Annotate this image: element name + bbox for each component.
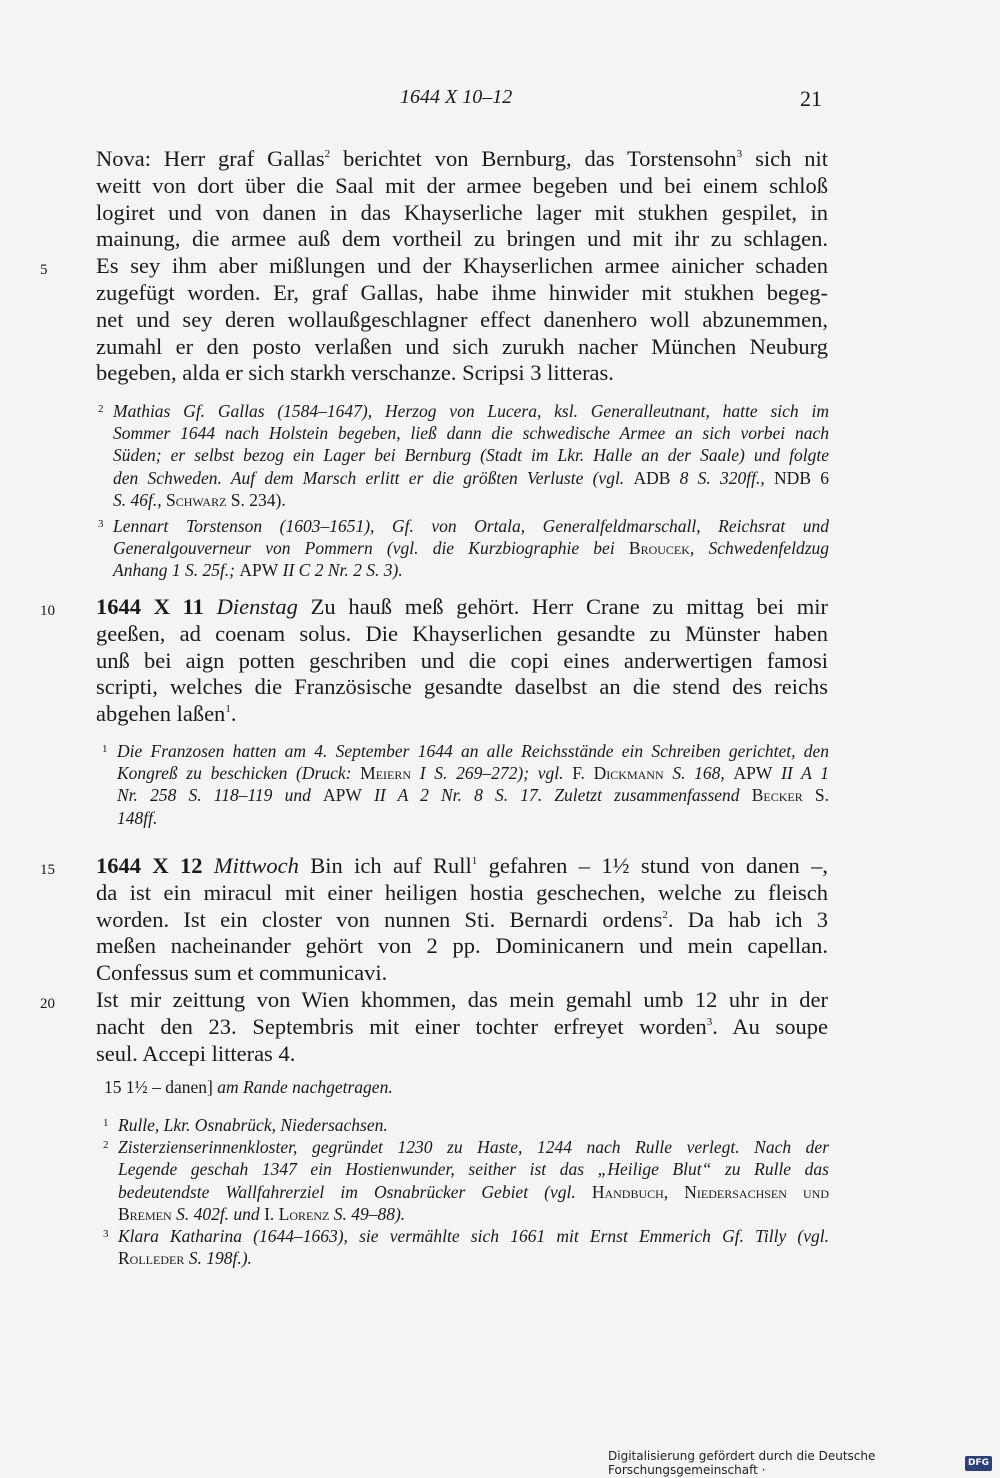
text-line: seul. Accepi litteras 4. [96,1040,296,1066]
footnote-line: 3 Lennart Torstenson (1603–1651), Gf. von Ortala, Generalfeldmarschall, Reichsrat und [98,516,829,537]
text-line: weitt von dort über die Saal mit der armee begeben und bei einem schloß [96,172,828,198]
text-line: nacht den 23. Septembris mit einer tochter erfreyet worden$^3$. Au soupe [96,1013,828,1039]
text-line: abgehen laßen$^1$. [96,701,237,727]
text-line: 15 1644 X 12 Mittwoch Bin ich auf Rull$^1$ gefahren – 1½ stund von danen –, [96,853,828,880]
footnotes-entry-1 [98,400,830,582]
text-line: zumahl er den posto verlaßen und sich zurukh nacher München Neuburg [96,333,828,359]
digitization-credit-text: Digitalisierung gefördert durch die Deutsche Forschungsgemeinschaft · [608,1449,876,1477]
footnote-line: Anhang 1 S. 25f.; APW II C 2 Nr. 2 S. 3). [113,560,403,581]
footnote-line: den Schweden. Auf dem Marsch erlitt er die größten Verluste (vgl. ADB 8 S. 320ff., NDB 6 [113,467,830,488]
footnote-line: 148ff. [117,807,158,828]
text-line: net und sey deren wollaußgeschlagner effect danenhero woll abzunemmen, [96,306,828,332]
text-line: Confessus sum et communicavi. [96,960,388,986]
text-critical-apparatus: 15 1½ – danen] am Rande nachgetragen. [104,1077,393,1097]
text-line: logiret und von danen in das Khayserliche lager mit stukhen gespilet, in [96,199,828,225]
text-line: worden. Ist ein closter von nunnen Sti. Bernardi ordens$^2$. Da hab ich 3 [96,906,828,932]
text-line: begeben, alda er sich starkh verschanze. Scripsi 3 litteras. [96,360,614,386]
text-line: zugefügt worden. Er, graf Gallas, habe ihme hinwider mit stukhen begeg- [96,279,828,305]
footnote-line: 1 Die Franzosen hatten am 4. September 1644 an alle Reichsstände ein Schreiben gerichtet, den [102,741,829,761]
footnote-line: 2 Mathias Gf. Gallas (1584–1647), Herzog von Lucera, ksl. Generalleutnant, hatte sich im [98,401,829,421]
footnote-line: Kongreß zu beschicken (Druck: Meiern I S. 269–272); vgl. F. Dickmann S. 168, APW II A 1 [117,763,829,784]
footnote-line: bedeutendste Wallfahrerziel im Osnabrücker Gebiet (vgl. Handbuch, Niedersachsen und [118,1181,829,1202]
text-line: Nova: Herr graf Gallas$^2$ berichtet von Bernburg, das Torstensohn$^3$ sich nit [96,146,829,171]
digitization-credit [608,1449,992,1477]
line-number: 10 [40,603,55,619]
text-line: scripti, welches die Französische gesandte daselbst an die stend des reichs [96,674,828,700]
running-head: 1644 X 10–12 [400,86,513,108]
entry-1644-x-12 [40,853,829,1067]
footnote-line: 3 Klara Katharina (1644–1663), sie vermählte sich 1661 mit Ernst Emmerich Gf. Tilly (vgl. [103,1226,829,1247]
line-number: 20 [40,995,55,1012]
footnote-line: 2 Zisterzienserinnenkloster, gegründet 1230 zu Haste, 1244 nach Rulle verlegt. Nach der [103,1137,829,1158]
footnote-line: 1 Rulle, Lkr. Osnabrück, Niedersachsen. [103,1115,388,1135]
text-line: meßen nacheinander gehört von 2 pp. Dominicanern und mein capellan. [96,933,828,959]
text-line: 10 1644 X 11 Dienstag Zu hauß meß gehört. Herr Crane zu mittag bei mir [96,594,828,621]
line-number: 5 [40,262,48,279]
footnote-line: Süden; er selbst bezog ein Lager bei Bernburg (Stadt im Lkr. Halle an der Saale) und folgte [113,445,829,466]
footnote-line: Nr. 258 S. 118–119 und APW II A 2 Nr. 8 S. 17. Zuletzt zusammenfassend Becker S. [117,785,830,806]
footnote-line: Bremen S. 402f. und I. Lorenz S. 49–88). [118,1203,406,1224]
text-line: 5 Es sey ihm aber mißlungen und der Khayserlichen armee ainicher schaden [96,253,828,280]
entry-1644-x-11 [40,594,829,728]
text-line: unß bei aign potten geschriben und die copi eines anderwertigen famosi [96,647,828,673]
entry-1644-x-10 [40,146,829,387]
text-line: geeßen, ad coenam solus. Die Khayserlichen gesandte zu Münster haben [96,620,828,646]
text-line: 20 Ist mir zeittung von Wien khommen, das mein gemahl umb 12 uhr in der [96,987,828,1014]
footnote-line: Legende geschah 1347 ein Hostienwunder, seither ist das „Heilige Blut“ zu Rulle das [118,1159,829,1180]
footnote-line: S. 46f., Schwarz S. 234). [113,489,286,510]
footnote-line: Sommer 1644 nach Holstein begeben, ließ dann die schwedische Armee an sich vorbei nach [113,423,829,444]
footnote-line: Generalgouverneur von Pommern (vgl. die Kurzbiographie bei Broucek, Schwedenfeldzug [113,538,830,559]
footnote-line: Rolleder S. 198f.). [118,1248,252,1269]
footnotes-entry-3 [103,1114,829,1269]
page-number: 21 [800,86,822,111]
footnotes-entry-2 [102,740,830,829]
line-number: 15 [40,862,55,878]
dfg-logo: DFG [965,1456,992,1471]
text-line: mainung, die armee auß dem vortheil zu bringen und mit ihr zu schlagen. [96,226,828,252]
text-line: da ist ein miracul mit einer heiligen hostia geschechen, welche zu fleisch [96,879,828,905]
